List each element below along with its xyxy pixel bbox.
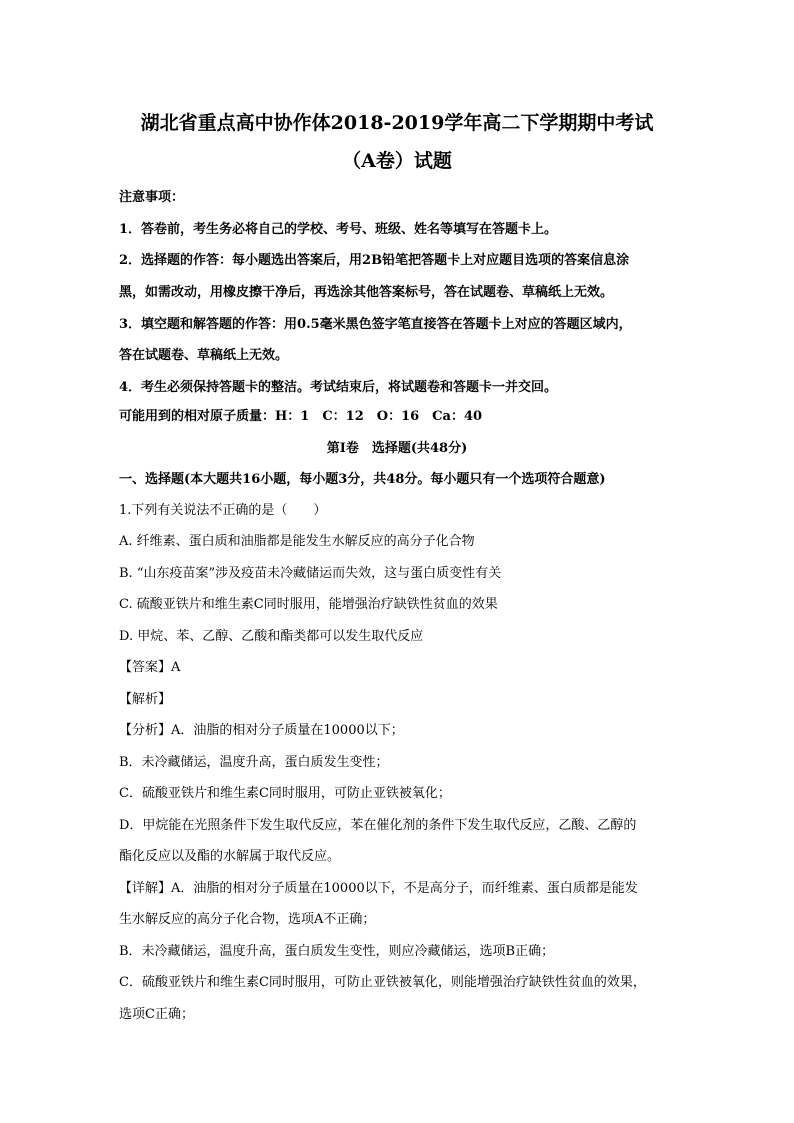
section-instruction: 一、选择题(本大题共16小题，每小题3分，共48分。每小题只有一个选项符合题意) bbox=[119, 472, 606, 487]
question-1-option-a: A. 纤维素、蛋白质和油脂都是能发生水解反应的高分子化合物 bbox=[119, 534, 475, 549]
question-1-option-b: B. “山东疫苗案”涉及疫苗未冷藏储运而失效，这与蛋白质变性有关 bbox=[119, 566, 502, 581]
note-item-2: 2．选择题的作答：每小题选出答案后，用2B铅笔把答题卡上对应题目选项的答案信息涂 bbox=[119, 253, 630, 268]
question-1-stem: 1.下列有关说法不正确的是（ ） bbox=[119, 503, 327, 518]
question-1-option-d: D. 甲烷、苯、乙醇、乙酸和酯类都可以发生取代反应 bbox=[119, 629, 424, 644]
answer: 【答案】A bbox=[119, 660, 181, 675]
notes-heading: 注意事项： bbox=[119, 190, 185, 205]
exam-title-line-1: 湖北省重点高中协作体2018-2019学年高二下学期期中考试 bbox=[140, 112, 654, 134]
analysis-line-3: C．硫酸亚铁片和维生素C同时服用，可防止亚铁被氧化； bbox=[119, 786, 451, 801]
detail-line-1: 【详解】A．油脂的相对分子质量在10000以下，不是高分子，而纤维素、蛋白质都是能发 bbox=[119, 881, 638, 896]
analysis-line-4: D．甲烷能在光照条件下发生取代反应，苯在催化剂的条件下发生取代反应，乙酸、乙醇的 bbox=[119, 818, 637, 833]
note-item-2-continued: 黑，如需改动，用橡皮擦干净后，再选涂其他答案标号，答在试题卷、草稿纸上无效。 bbox=[119, 285, 614, 300]
analysis-line-5: 酯化反应以及酯的水解属于取代反应。 bbox=[119, 849, 341, 864]
detail-line-5: 选项C正确； bbox=[119, 1007, 194, 1022]
exam-title-line-2: （A卷）试题 bbox=[342, 150, 452, 172]
analysis-line-1: 【分析】A．油脂的相对分子质量在10000以下； bbox=[119, 723, 404, 738]
note-item-1: 1．答卷前，考生务必将自己的学校、考号、班级、姓名等填写在答题卡上。 bbox=[119, 222, 558, 237]
question-1-option-c: C. 硫酸亚铁片和维生素C同时服用，能增强治疗缺铁性贫血的效果 bbox=[119, 597, 498, 612]
note-item-3-continued: 答在试题卷、草稿纸上无效。 bbox=[119, 348, 289, 363]
note-item-4: 4．考生必须保持答题卡的整洁。考试结束后，将试题卷和答题卡一并交回。 bbox=[119, 380, 558, 395]
analysis-line-2: B．未冷藏储运，温度升高，蛋白质发生变性； bbox=[119, 755, 389, 770]
note-item-3: 3．填空题和解答题的作答：用0.5毫米黑色签字笔直接答在答题卡上对应的答题区域内， bbox=[119, 317, 632, 332]
detail-line-4: C．硫酸亚铁片和维生素C同时服用，可防止亚铁被氧化，则能增强治疗缺铁性贫血的效果， bbox=[119, 975, 646, 990]
detail-line-2: 生水解反应的高分子化合物，选项A不正确； bbox=[119, 912, 376, 927]
detail-line-3: B．未冷藏储运，温度升高，蛋白质发生变性，则应冷藏储运，选项B正确； bbox=[119, 944, 555, 959]
section-title: 第Ⅰ卷 选择题(共48分) bbox=[326, 441, 468, 456]
analysis-label: 【解析】 bbox=[119, 692, 172, 707]
atomic-mass-info: 可能用到的相对原子质量：H：1 C：12 O：16 Ca：40 bbox=[119, 409, 483, 424]
